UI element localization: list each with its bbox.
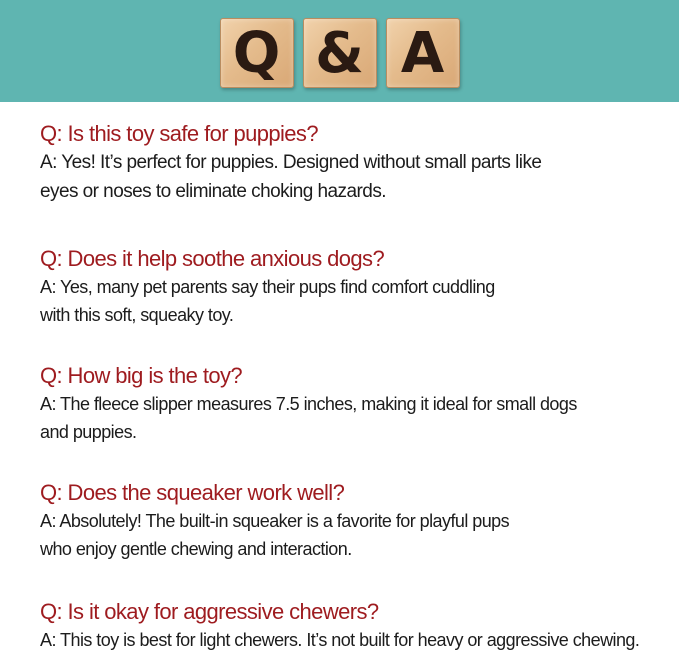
- faq-answer-line: A: The fleece slipper measures 7.5 inches, making it ideal for small dogs: [40, 394, 577, 414]
- faq-item: [40, 120, 541, 206]
- faq-question: Q: Does the squeaker work well?: [40, 480, 345, 505]
- faq-item: [40, 245, 495, 329]
- letter-tile-ampersand: [303, 18, 377, 88]
- faq-answer-line: A: This toy is best for light chewers. It’s not built for heavy or aggressive chewing.: [40, 630, 640, 650]
- faq-item: [40, 479, 509, 563]
- qa-title-tiles: [0, 18, 679, 88]
- letter-tile-q: [220, 18, 294, 88]
- tile-letter: A: [400, 21, 445, 86]
- faq-question: Q: Is this toy safe for puppies?: [40, 121, 318, 146]
- faq-answer-line: and puppies.: [40, 422, 137, 442]
- faq-answer-line: A: Yes, many pet parents say their pups find comfort cuddling: [40, 277, 495, 297]
- faq-answer-line: A: Yes! It’s perfect for puppies. Designed without small parts like: [40, 152, 542, 173]
- faq-answer-line: eyes or noses to eliminate choking hazards.: [40, 181, 386, 202]
- faq-answer-line: who enjoy gentle chewing and interaction.: [40, 539, 352, 559]
- faq-question: Q: Is it okay for aggressive chewers?: [40, 599, 379, 624]
- tile-letter: Q: [232, 21, 281, 86]
- faq-question: Q: How big is the toy?: [40, 363, 243, 388]
- faq-answer-line: with this soft, squeaky toy.: [40, 305, 234, 325]
- faq-item: [40, 598, 639, 654]
- faq-item: [40, 362, 577, 446]
- faq-question: Q: Does it help soothe anxious dogs?: [40, 246, 385, 271]
- faq-answer-line: A: Absolutely! The built-in squeaker is a favorite for playful pups: [40, 511, 510, 531]
- tile-letter: &: [315, 21, 364, 86]
- letter-tile-a: [386, 18, 460, 88]
